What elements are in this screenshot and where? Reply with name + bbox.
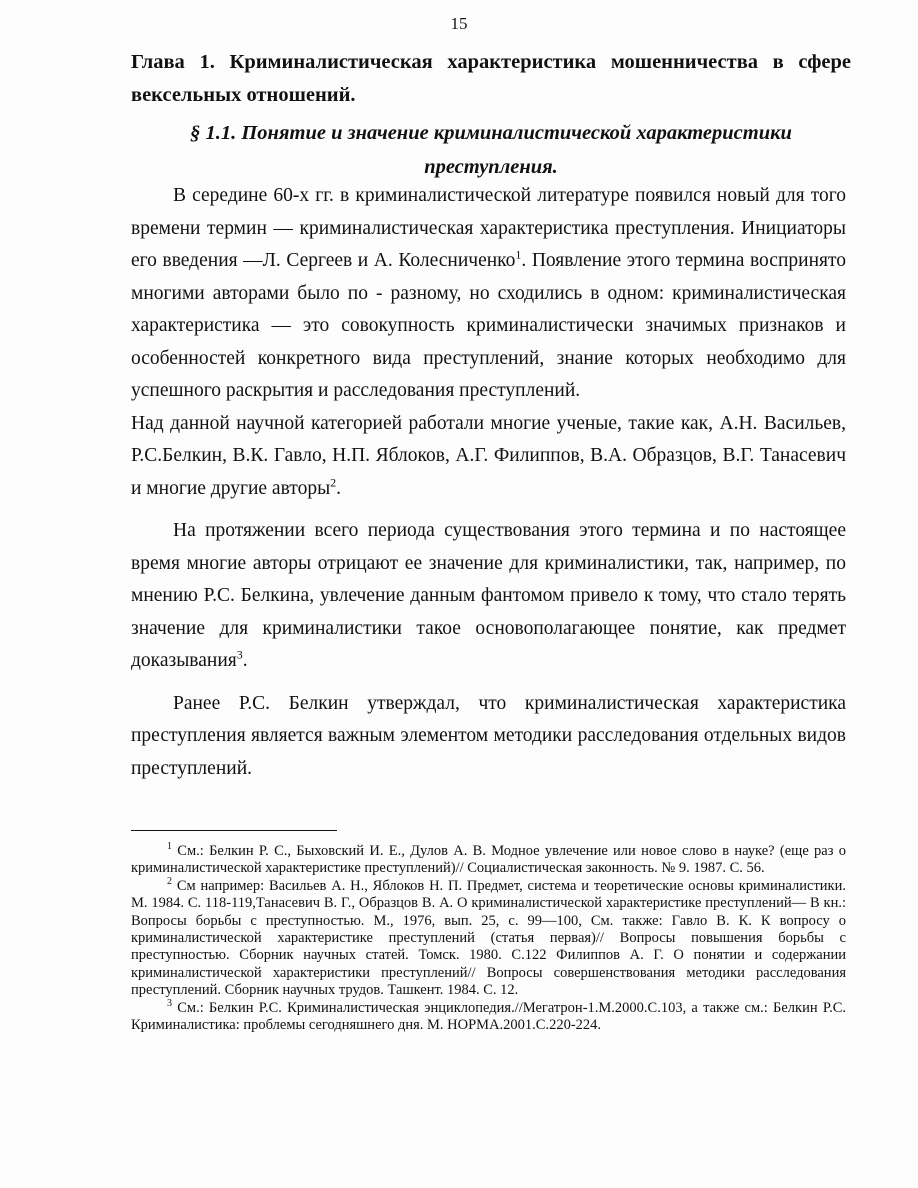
footnotes [131, 843, 846, 1034]
paragraph-text: Ранее Р.С. Белкин утверждал, что криминалистическая характеристика преступления является важным элементом методики расследования отдельных видов преступлений. [131, 692, 846, 779]
footnote-text: См.: Белкин Р. С., Быховский И. Е., Дулов А. В. Модное увлечение или новое слово в науке? (еще раз о криминалистической характеристике преступлений)// Социалистическая законность. № 9. 1987. С. 56. [131, 843, 846, 877]
footnote-text: См например: Васильев А. Н., Яблоков Н. П. Предмет, система и теоретические основы криминалистики. М. 1984. С. 118-119,Танасевич В. Г., Образцов В. А. О криминалистической характеристике преступлений— В кн.: Вопросы борьбы с преступностью. М., 1976, вып. 25, с. 99—100, См. также: Гавло В. К. К вопросу о криминалистической характеристике преступлений (статья первая)// Вопросы повышения борьбы с преступностью. Сборник научных статей. Томск. 1980. С.122 Филиппов А. Г. О понятии и содержании криминалистической характеристики преступлений// Вопросы совершенствования методики расследования преступлений. Сборник научных трудов. Ташкент. 1984. С. 12. [131, 877, 846, 999]
paragraph-text: Над данной научной категорией работали многие ученые, такие как, А.Н. Васильев, Р.С.Белкин, В.К. Гавло, Н.П. Яблоков, А.Г. Филиппов, В.А. Образцов, В.Г. Танасевич и многие другие авторы [131, 412, 846, 499]
section-title [131, 116, 851, 184]
footnote-reference: 1 [515, 247, 522, 262]
paragraph-text: В середине 60-х гг. в криминалистической литературе появился новый для того времени термин — криминалистическая характеристика преступления. Инициаторы его введения —Л. Сергеев и А. Колесниченко [131, 185, 846, 271]
paragraph-text-tail: . [336, 477, 342, 499]
paragraph-3 [131, 515, 846, 678]
footnote-3 [131, 997, 846, 1035]
footnote-reference: 2 [330, 475, 337, 489]
footnote-separator [131, 830, 337, 831]
page-number: 15 [450, 14, 468, 33]
paragraph-2 [131, 408, 846, 506]
section-title-line-2: преступления. [424, 156, 558, 178]
footnote-reference: 3 [236, 647, 243, 662]
paragraph-text: На протяжении всего периода существования этого термина и по настоящее время многие авторы отрицают ее значение для криминалистики, так, например, по мнению Р.С. Белкина, увлечение данным фантомом привело к тому, что стало терять значение для криминалистики такое основополагающее понятие, как предмет доказывания [131, 520, 846, 671]
paragraph-1 [131, 180, 846, 408]
footnote-mark: 2 [167, 875, 172, 887]
chapter-title-line-1: Глава 1. Криминалистическая характеристика мошенничества в сфере [131, 51, 851, 73]
chapter-title [131, 46, 851, 112]
footnote-2 [131, 875, 846, 1000]
footnote-mark: 1 [167, 841, 172, 853]
footnote-mark: 3 [167, 997, 172, 1009]
paragraph-4 [131, 688, 846, 786]
body-text [131, 180, 846, 785]
paragraph-text-tail: . [242, 650, 248, 671]
chapter-title-line-2: вексельных отношений. [131, 84, 356, 106]
footnote-text: См.: Белкин Р.С. Криминалистическая энциклопедия.//Мегатрон-1.М.2000.С.103, а также см.: Белкин Р.С. Криминалистика: проблемы сегодняшнего дня. М. НОРМА.2001.С.220-224. [131, 999, 846, 1034]
paragraph-text-tail: . Появление этого термина воспринято многими авторами было по - разному, но сходились в одном: криминалистическая характеристика — это совокупность криминалистически значимых признаков и особенностей конкретного вида преступлений, знание которых необходимо для успешного раскрытия и расследования преступлений. [131, 250, 846, 401]
footnote-1 [131, 843, 846, 878]
section-title-line-1: § 1.1. Понятие и значение криминалистической характеристики [190, 122, 792, 144]
